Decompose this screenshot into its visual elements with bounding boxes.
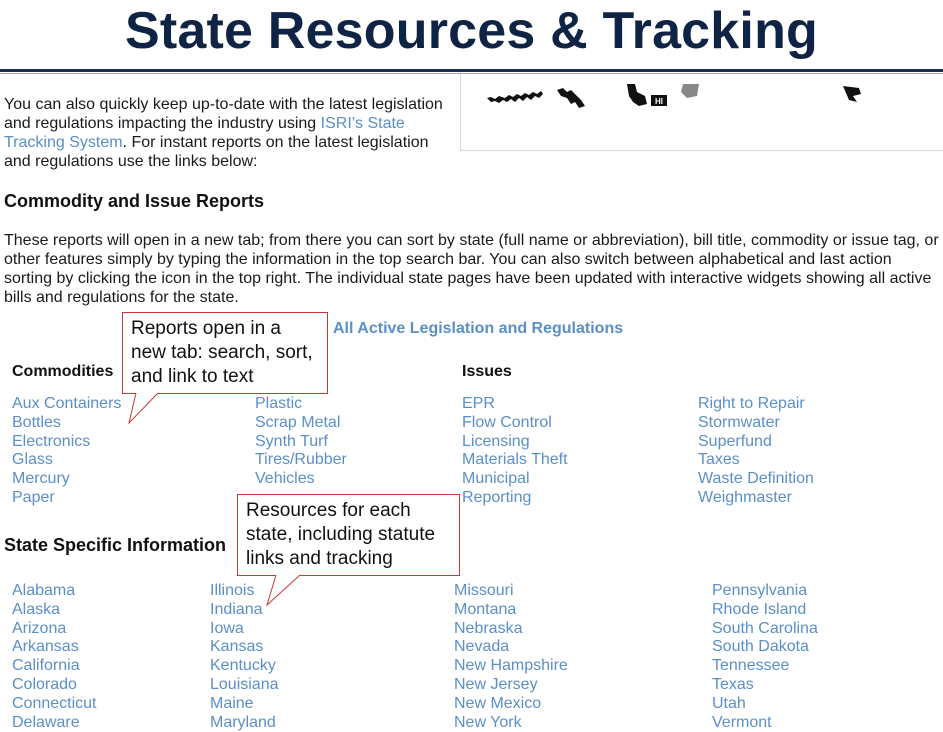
commodities-list-2 — [255, 395, 347, 489]
state-link[interactable]: Texas — [712, 675, 754, 693]
state-link[interactable]: Pennsylvania — [712, 582, 808, 599]
commodity-link[interactable]: Plastic — [255, 395, 303, 412]
commodity-link[interactable]: Scrap Metal — [255, 413, 341, 431]
resources-callout: Resources for each state, including statute links and tracking — [237, 494, 460, 576]
commodity-link[interactable]: Vehicles — [255, 470, 315, 488]
commodity-link[interactable]: Synth Turf — [255, 432, 328, 450]
us-map-fragment[interactable] — [460, 74, 943, 151]
intro-text-after: . For instant reports on the latest legislation and regulations use the links below: — [4, 134, 429, 170]
commodities-list-1 — [12, 395, 121, 508]
state-list-1 — [12, 582, 97, 732]
state-link[interactable]: Indiana — [210, 600, 263, 618]
issue-link[interactable]: Materials Theft — [462, 451, 568, 469]
alaska-panhandle-shape — [557, 88, 585, 108]
commodity-link[interactable]: Bottles — [12, 413, 61, 431]
state-link[interactable]: Tennessee — [712, 657, 790, 675]
state-link[interactable]: New Jersey — [454, 675, 538, 693]
state-link[interactable]: Louisiana — [210, 675, 279, 693]
state-link[interactable]: Kansas — [210, 638, 264, 656]
reports-callout-tail — [128, 393, 168, 425]
issue-link[interactable]: Flow Control — [462, 413, 552, 431]
state-link[interactable]: Alabama — [12, 582, 76, 599]
commodity-link[interactable]: Aux Containers — [12, 395, 122, 412]
commodity-section-paragraph: These reports will open in a new tab; from there you can sort by state (full name or abbreviation), bill title, commodity or issue tag, or other features simply by typing the information in the top search bar. You can also switch between alphabetical and last action sorting by clicking the icon in the top right. The individual state pages have been updated with interactive widgets showing all active bills and regulations for the state. — [4, 232, 939, 306]
intro-text-before: You can also quickly keep up-to-date with the latest legislation and regulations impacting the industry using — [4, 96, 443, 132]
title-divider — [0, 69, 943, 72]
issues-heading: Issues — [462, 363, 512, 380]
commodity-link[interactable]: Glass — [12, 451, 53, 469]
state-link[interactable]: New Mexico — [454, 694, 542, 712]
state-link[interactable]: Nevada — [454, 638, 510, 656]
resources-callout-tail — [266, 575, 306, 607]
state-link[interactable]: Arizona — [12, 619, 67, 637]
pr-shape — [843, 86, 861, 102]
state-link[interactable]: Connecticut — [12, 694, 97, 712]
commodity-link[interactable]: Tires/Rubber — [255, 451, 347, 469]
state-link[interactable]: Maine — [210, 694, 254, 712]
commodity-link[interactable]: Paper — [12, 488, 55, 506]
state-link[interactable]: Kentucky — [210, 657, 276, 675]
state-link[interactable]: Utah — [712, 694, 746, 712]
issue-link[interactable]: Superfund — [698, 432, 772, 450]
reports-callout: Reports open in a new tab: search, sort, and link to text — [122, 312, 328, 394]
state-link[interactable]: South Dakota — [712, 638, 809, 656]
issue-link[interactable]: Stormwater — [698, 413, 780, 431]
hawaii-shape — [627, 84, 647, 106]
state-link[interactable]: California — [12, 657, 80, 675]
state-list-3 — [454, 582, 568, 732]
isri-state-tracking-link[interactable]: ISRI’s State Tracking System — [4, 115, 405, 151]
issue-link[interactable]: Waste Definition — [698, 470, 814, 488]
state-link[interactable]: Illinois — [210, 582, 255, 599]
issue-link[interactable]: Right to Repair — [698, 395, 805, 412]
state-list-4 — [712, 582, 818, 732]
state-link[interactable]: Iowa — [210, 619, 244, 637]
state-link[interactable]: Rhode Island — [712, 600, 807, 618]
state-link[interactable]: Missouri — [454, 582, 514, 599]
alaska-islands-shape — [487, 91, 543, 103]
state-section-heading: State Specific Information — [4, 535, 227, 555]
state-link[interactable]: South Carolina — [712, 619, 818, 637]
commodities-heading: Commodities — [12, 363, 114, 380]
page-title: State Resources & Tracking — [124, 2, 819, 60]
state-link[interactable]: New York — [454, 713, 522, 731]
issue-link[interactable]: EPR — [462, 395, 495, 412]
state-link[interactable]: Alaska — [12, 600, 61, 618]
state-link[interactable]: Vermont — [712, 713, 772, 731]
commodity-link[interactable]: Mercury — [12, 470, 70, 488]
map-graphic — [461, 74, 943, 150]
state-link[interactable]: Delaware — [12, 713, 80, 731]
intro-paragraph — [4, 95, 444, 171]
issues-list-2 — [698, 395, 814, 508]
state-link[interactable]: New Hampshire — [454, 657, 568, 675]
state-link[interactable]: Nebraska — [454, 619, 523, 637]
hawaii-label: HI — [655, 97, 663, 106]
issue-link[interactable]: Weighmaster — [698, 488, 792, 506]
issue-link[interactable]: Reporting — [462, 488, 532, 506]
issue-link[interactable]: Municipal — [462, 470, 530, 488]
state-link[interactable]: Colorado — [12, 675, 77, 693]
issues-list-1 — [462, 395, 568, 508]
commodity-link[interactable]: Electronics — [12, 432, 91, 450]
commodity-section-heading: Commodity and Issue Reports — [4, 191, 265, 211]
state-link[interactable]: Maryland — [210, 713, 276, 731]
state-link[interactable]: Montana — [454, 600, 517, 618]
all-active-legislation-link[interactable]: All Active Legislation and Regulations — [333, 320, 624, 337]
issue-link[interactable]: Taxes — [698, 451, 740, 469]
state-link[interactable]: Arkansas — [12, 638, 79, 656]
territory-shape — [681, 84, 699, 98]
issue-link[interactable]: Licensing — [462, 432, 530, 450]
